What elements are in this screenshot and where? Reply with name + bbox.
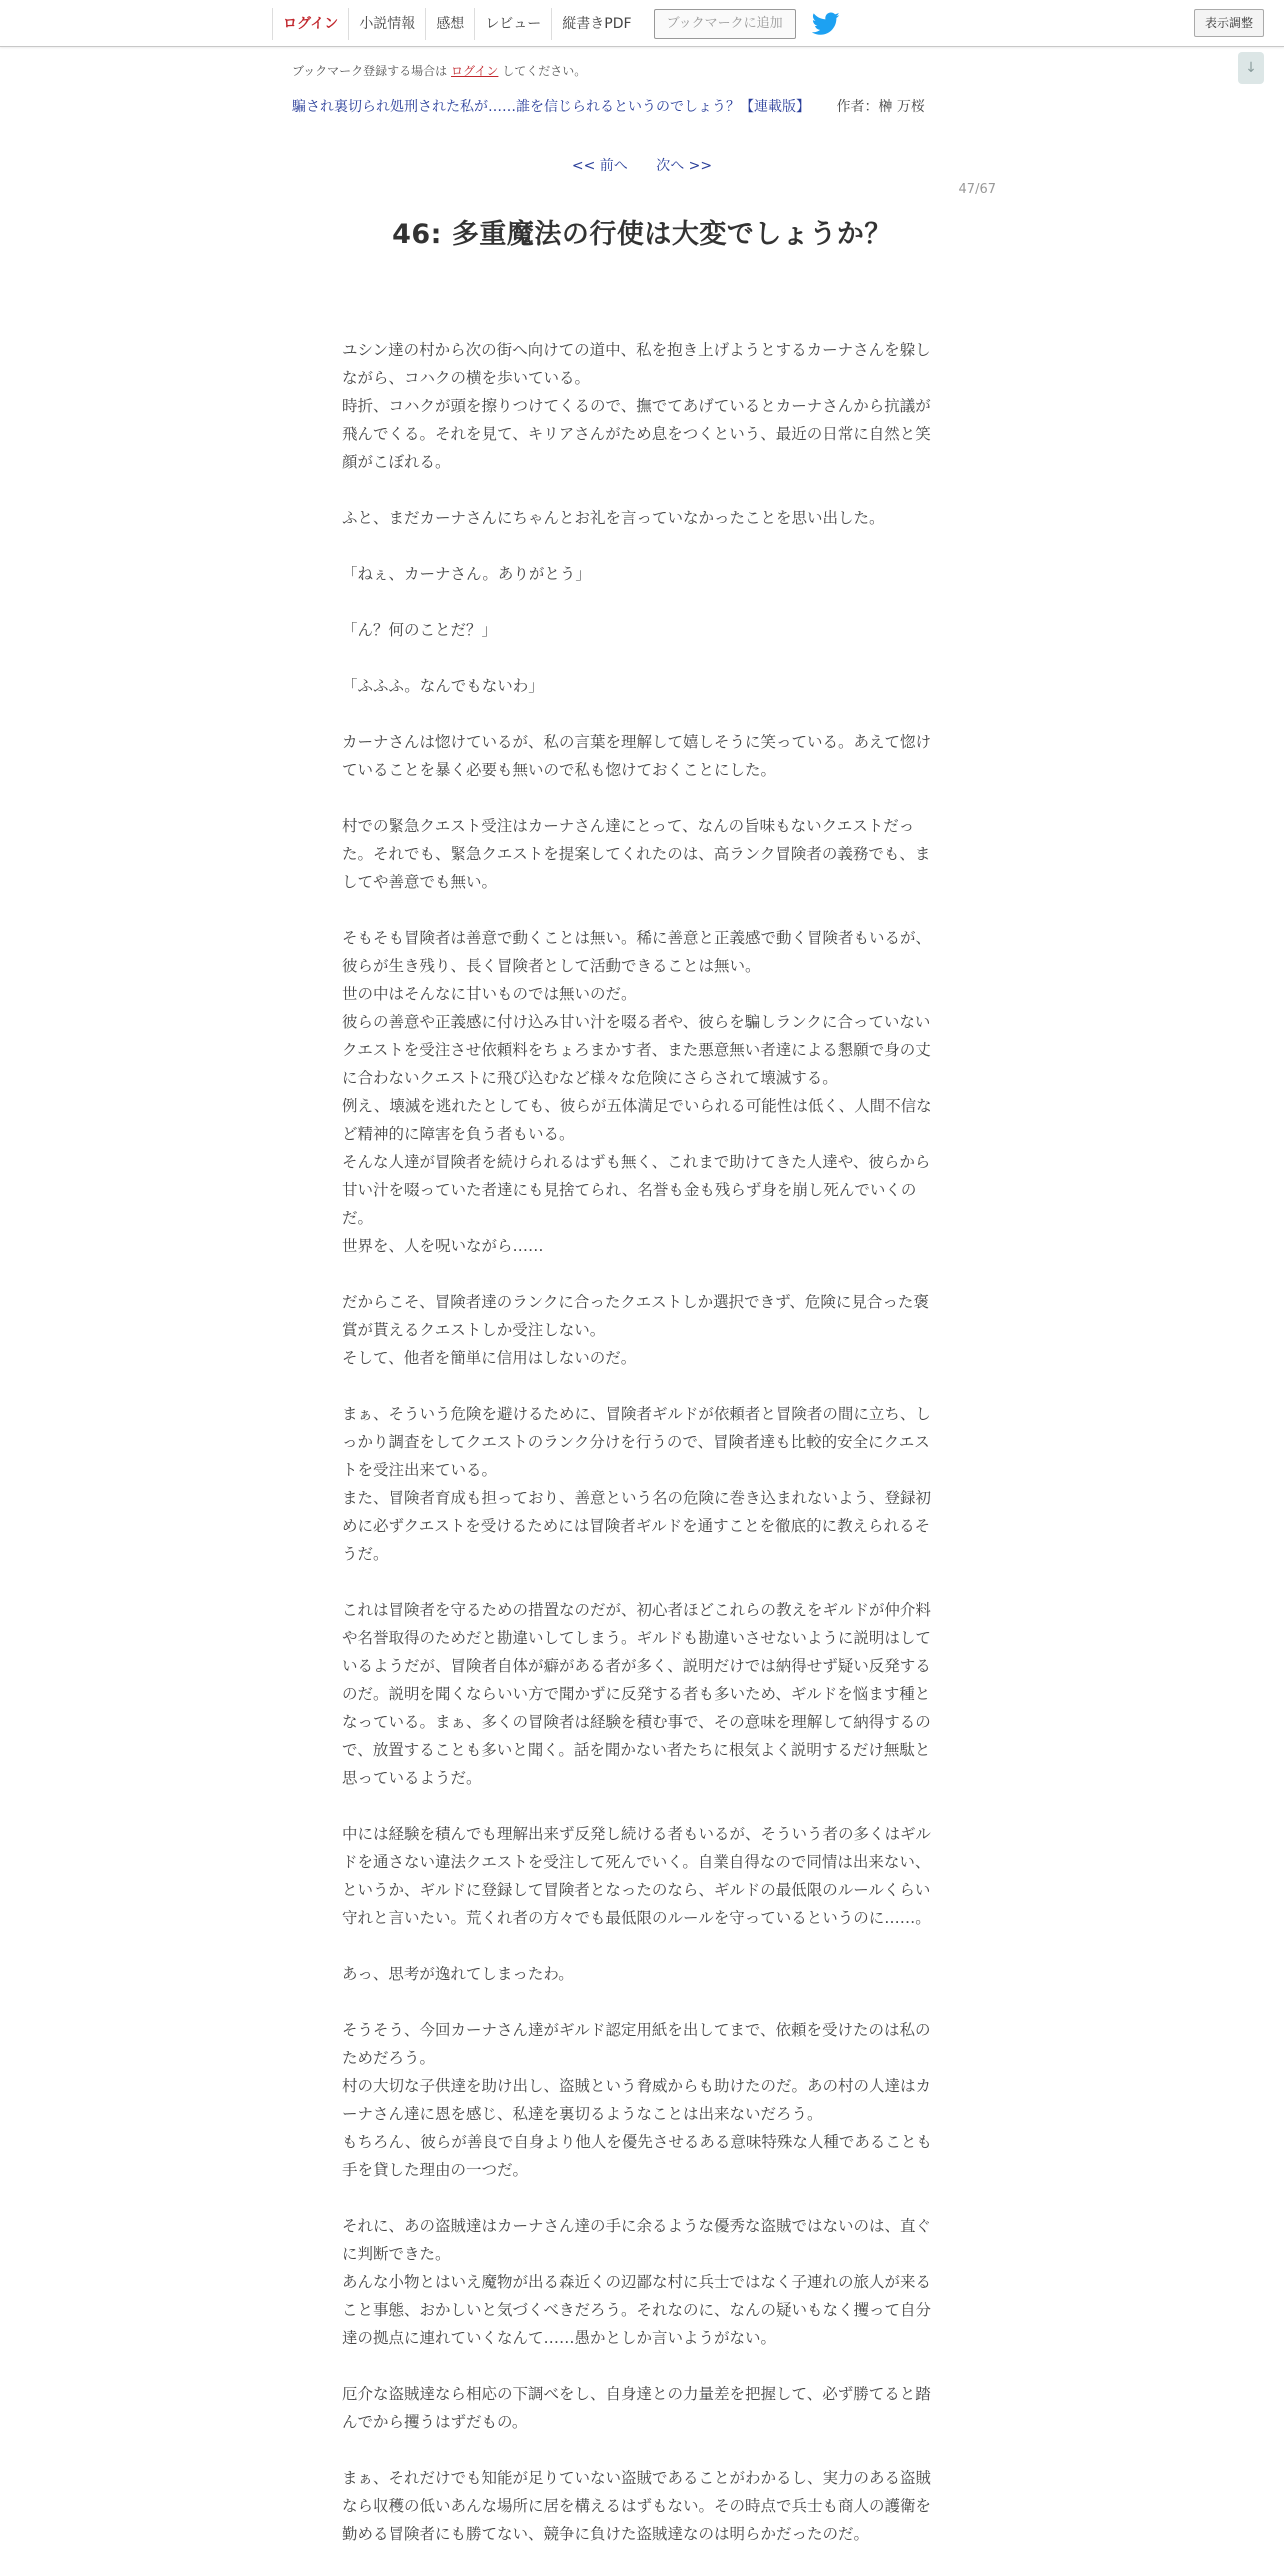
- prev-chapter-link[interactable]: << 前へ: [571, 158, 628, 174]
- body-paragraph: 時折、コハクが頭を擦りつけてくるので、撫でてあげているとカーナさんから抗議が飛んでくる。それを見て、キリアさんがため息をつくという、最近の日常に自然と笑顔がこぼれる。: [342, 397, 931, 471]
- nav-novel-info-link[interactable]: 小説情報: [348, 8, 425, 40]
- blank-line: [342, 2184, 942, 2212]
- body-paragraph: まぁ、そういう危険を避けるために、冒険者ギルドが依頼者と冒険者の間に立ち、しっかり調査をしてクエストのランク分けを行うので、冒険者達も比較的安全にクエストを受注出来ている。: [342, 1405, 931, 1479]
- nav-login-link[interactable]: ログイン: [272, 8, 348, 40]
- body-paragraph: 中には経験を積んでも理解出来ず反発し続ける者もいるが、そういう者の多くはギルドを通さない違法クエストを受注して死んでいく。自業自得なので同情は出来ない、というか、ギルドに登録して冒険者となったのなら、ギルドの最低限のルールくらい守れと言いたい。荒くれ者の方々でも最低限のルールを守っているというのに……。: [342, 1825, 931, 1927]
- chapter-count: 47/67: [958, 182, 996, 197]
- blank-line: [342, 588, 942, 616]
- top-navigation-bar: [0, 0, 1284, 47]
- add-bookmark-button[interactable]: ブックマークに追加: [654, 9, 796, 39]
- blank-line: [342, 532, 942, 560]
- body-paragraph: それに、あの盗賊達はカーナさん達の手に余るような優秀な盗賊ではないのは、直ぐに判断できた。: [342, 2217, 932, 2263]
- body-paragraph: まぁ、それだけでも知能が足りていない盗賊であることがわかるし、実力のある盗賊なら収穫の低いあんな場所に居を構えるはずもない。その時点で兵士も商人の護衛を勤める冒険者にも勝てない、競争に負けた盗賊達なのは明らかだったのだ。: [342, 2469, 932, 2543]
- author-name: 作者：榊 万桜: [836, 99, 925, 115]
- body-paragraph: 例え、壊滅を逃れたとしても、彼らが五体満足でいられる可能性は低く、人間不信など精神的に障害を負う者もいる。: [342, 1097, 932, 1143]
- body-paragraph: 村での緊急クエスト受注はカーナさん達にとって、なんの旨味もないクエストだった。それでも、緊急クエストを提案してくれたのは、高ランク冒険者の義務でも、ましてや善意でも無い。: [342, 817, 931, 891]
- scroll-down-button[interactable]: ↓: [1238, 52, 1264, 84]
- body-paragraph: だからこそ、冒険者達のランクに合ったクエストしか選択できず、危険に見合った褒賞が貰えるクエストしか受注しない。: [342, 1293, 929, 1339]
- blank-line: [342, 784, 942, 812]
- bookmark-login-note: [292, 62, 586, 79]
- body-paragraph: ふと、まだカーナさんにちゃんとお礼を言っていなかったことを思い出した。: [342, 509, 885, 527]
- blank-line: [342, 644, 942, 672]
- chapter-pager: [0, 155, 1284, 175]
- body-paragraph: 「ふふふ。なんでもないわ」: [342, 677, 544, 695]
- nav-review-link[interactable]: レビュー: [474, 8, 551, 40]
- body-paragraph: あっ、思考が逸れてしまったわ。: [342, 1965, 574, 1983]
- blank-line: [342, 476, 942, 504]
- blank-line: [342, 308, 942, 336]
- blank-line: [342, 896, 942, 924]
- next-chapter-link[interactable]: 次へ >>: [656, 158, 713, 174]
- body-paragraph: これは冒険者を守るための措置なのだが、初心者ほどこれらの教えをギルドが仲介料や名誉取得のためだと勘違いしてしまう。ギルドも勘違いさせないように説明はしているようだが、冒険者自体が癖がある者が多く、説明だけでは納得せず疑い反発するのだ。説明を聞くならいい方で聞かずに反発する者も多いため、ギルドを悩ます種となっている。まぁ、多くの冒険者は経験を積む事で、その意味を理解して納得するので、放置することも多いと聞く。話を聞かない者たちに根気よく説明するだけ無駄と思っているようだ。: [342, 1601, 931, 1787]
- body-paragraph: 世界を、人を呪いながら……: [342, 1237, 544, 1255]
- blank-line: [342, 1932, 942, 1960]
- blank-line: [342, 1792, 942, 1820]
- body-paragraph: 世の中はそんなに甘いものでは無いのだ。: [342, 985, 637, 1003]
- bookmark-note-suffix: してください。: [502, 64, 587, 78]
- blank-line: [342, 1372, 942, 1400]
- body-paragraph: 彼らの善意や正義感に付け込み甘い汁を啜る者や、彼らを騙しランクに合っていないクエストを受注させ依頼料をちょろまかす者、また悪意無い者達による懇願で身の丈に合わないクエストに飛び込むなど様々な危険にさらされて壊滅する。: [342, 1013, 931, 1087]
- body-paragraph: そして、他者を簡単に信用はしないのだ。: [342, 1349, 637, 1367]
- body-paragraph: 厄介な盗賊達なら相応の下調べをし、自身達との力量差を把握して、必ず勝てると踏んでから攫うはずだもの。: [342, 2385, 931, 2431]
- blank-line: [342, 2352, 942, 2380]
- series-info: [292, 96, 925, 116]
- blank-line: [342, 700, 942, 728]
- body-paragraph: そうそう、今回カーナさん達がギルド認定用紙を出してまで、依頼を受けたのは私のためだろう。: [342, 2021, 931, 2067]
- bookmark-note-login-link[interactable]: ログイン: [451, 64, 499, 78]
- display-settings-button[interactable]: 表示調整: [1194, 9, 1264, 37]
- body-paragraph: 村の大切な子供達を助け出し、盗賊という脅威からも助けたのだ。あの村の人達はカーナさん達に恩を感じ、私達を裏切るようなことは出来ないだろう。: [342, 2077, 932, 2123]
- body-paragraph: 「ねぇ、カーナさん。ありがとう」: [342, 565, 591, 583]
- body-paragraph: また、冒険者育成も担っており、善意という名の危険に巻き込まれないよう、登録初めに必ずクエストを受けるためには冒険者ギルドを通すことを徹底的に教えられるそうだ。: [342, 1489, 932, 1563]
- body-paragraph: もちろん、彼らが善良で自身より他人を優先させるある意味特殊な人種であることも手を貸した理由の一つだ。: [342, 2133, 932, 2179]
- blank-line: [342, 2436, 942, 2464]
- nav-vertical-pdf-link[interactable]: 縦書きPDF: [551, 8, 641, 40]
- novel-body: [342, 308, 942, 2548]
- body-paragraph: そんな人達が冒険者を続けられるはずも無く、これまで助けてきた人達や、彼らから甘い汁を啜っていた者達にも見捨てられ、名誉も金も残らず身を崩し死んでいくのだ。: [342, 1153, 931, 1227]
- blank-line: [342, 1568, 942, 1596]
- body-paragraph: 「ん？何のことだ？」: [342, 621, 498, 639]
- series-title-link[interactable]: 騙され裏切られ処刑された私が……誰を信じられるというのでしょう？【連載版】: [292, 99, 810, 115]
- nav-impressions-link[interactable]: 感想: [425, 8, 474, 40]
- blank-line: [342, 1988, 942, 2016]
- body-paragraph: あんな小物とはいえ魔物が出る森近くの辺鄙な村に兵士ではなく子連れの旅人が来ること事態、おかしいと気づくべきだろう。それなのに、なんの疑いもなく攫って自分達の拠点に連れていくなんて……愚かとしか言いようがない。: [342, 2273, 932, 2347]
- twitter-icon[interactable]: [812, 12, 840, 36]
- body-paragraph: カーナさんは惚けているが、私の言葉を理解して嬉しそうに笑っている。あえて惚けていることを暴く必要も無いので私も惚けておくことにした。: [342, 733, 932, 779]
- bookmark-note-prefix: ブックマーク登録する場合は: [292, 64, 448, 78]
- body-paragraph: ユシン達の村から次の街へ向けての道中、私を抱き上げようとするカーナさんを躱しながら、コハクの横を歩いている。: [342, 341, 931, 387]
- chapter-title: 46: 多重魔法の行使は大変でしょうか？: [392, 219, 892, 250]
- main-nav: [272, 8, 840, 40]
- body-paragraph: そもそも冒険者は善意で動くことは無い。稀に善意と正義感で動く冒険者もいるが、彼らが生き残り、長く冒険者として活動できることは無い。: [342, 929, 932, 975]
- blank-line: [342, 1260, 942, 1288]
